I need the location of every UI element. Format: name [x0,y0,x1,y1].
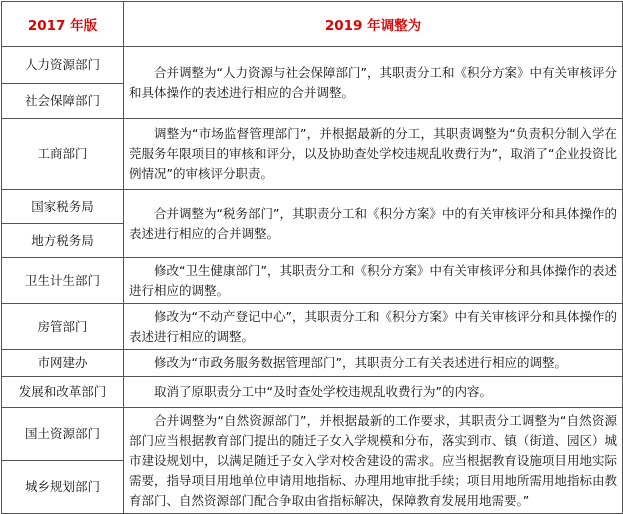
change-cell: 合并调整为“税务部门”，其职责分工和《积分方案》中的有关审核评分和具体操作的表述进行相应的合并调整。 [124,190,623,258]
table-row [2,190,623,224]
dept-cell: 市网建办 [2,350,124,377]
change-cell: 修改为“市政务服务数据管理部门”，其职责分工有关表述进行相应的调整。 [124,350,623,377]
change-cell: 调整为“市场监督管理部门”，并根据最新的分工，其职责调整为“负责积分制入学在莞服务年限项目的审核和评分，以及协助查处学校违规乱收费行为”，取消了“企业投资比例情况”的审核评分职责。 [124,119,623,190]
dept-cell: 发展和改革部门 [2,377,124,408]
change-cell: 修改为“不动产登记中心”，其职责分工和《积分方案》中有关审核评分和具体操作的表述进行相应的调整。 [124,304,623,350]
dept-cell: 社会保障部门 [2,84,124,119]
dept-cell: 房管部门 [2,304,124,350]
table-row [2,350,623,377]
change-cell: 修改“卫生健康部门”，其职责分工和《积分方案》中有关审核评分和具体操作的表述进行相应的调整。 [124,258,623,304]
table-row [2,408,623,461]
table-header-row [2,2,623,47]
dept-cell: 卫生计生部门 [2,258,124,304]
table-row [2,119,623,190]
table-row [2,304,623,350]
table-row [2,47,623,84]
header-2017-version: 2017 年版 [2,2,124,47]
dept-cell: 城乡规划部门 [2,461,124,514]
dept-cell: 地方税务局 [2,224,124,258]
table-row [2,377,623,408]
table-row [2,258,623,304]
change-cell: 合并调整为“自然资源部门”，并根据最新的工作要求，其职责分工调整为“自然资源部门应当根据教育部门提出的随迁子女入学规模和分布，落实到市、镇（街道、园区）城市建设规划中，以满足随迁子女入学对校舍建设的需求。应当根据教育设施项目用地实际需要，指导项目用地单位申请用地指标、办理用地审批手续；项目用地所需用地指标由教育部门、自然资源部门配合争取由省指标解决，保障教育发展用地需要。” [124,408,623,514]
policy-comparison-table [1,1,623,514]
dept-cell: 国家税务局 [2,190,124,224]
change-cell: 合并调整为“人力资源与社会保障部门”，其职责分工和《积分方案》中有关审核评分和具体操作的表述进行相应的合并调整。 [124,47,623,119]
dept-cell: 人力资源部门 [2,47,124,84]
change-cell: 取消了原职责分工中“及时查处学校违规乱收费行为”的内容。 [124,377,623,408]
header-2019-adjustment: 2019 年调整为 [124,2,623,47]
dept-cell: 国土资源部门 [2,408,124,461]
dept-cell: 工商部门 [2,119,124,190]
